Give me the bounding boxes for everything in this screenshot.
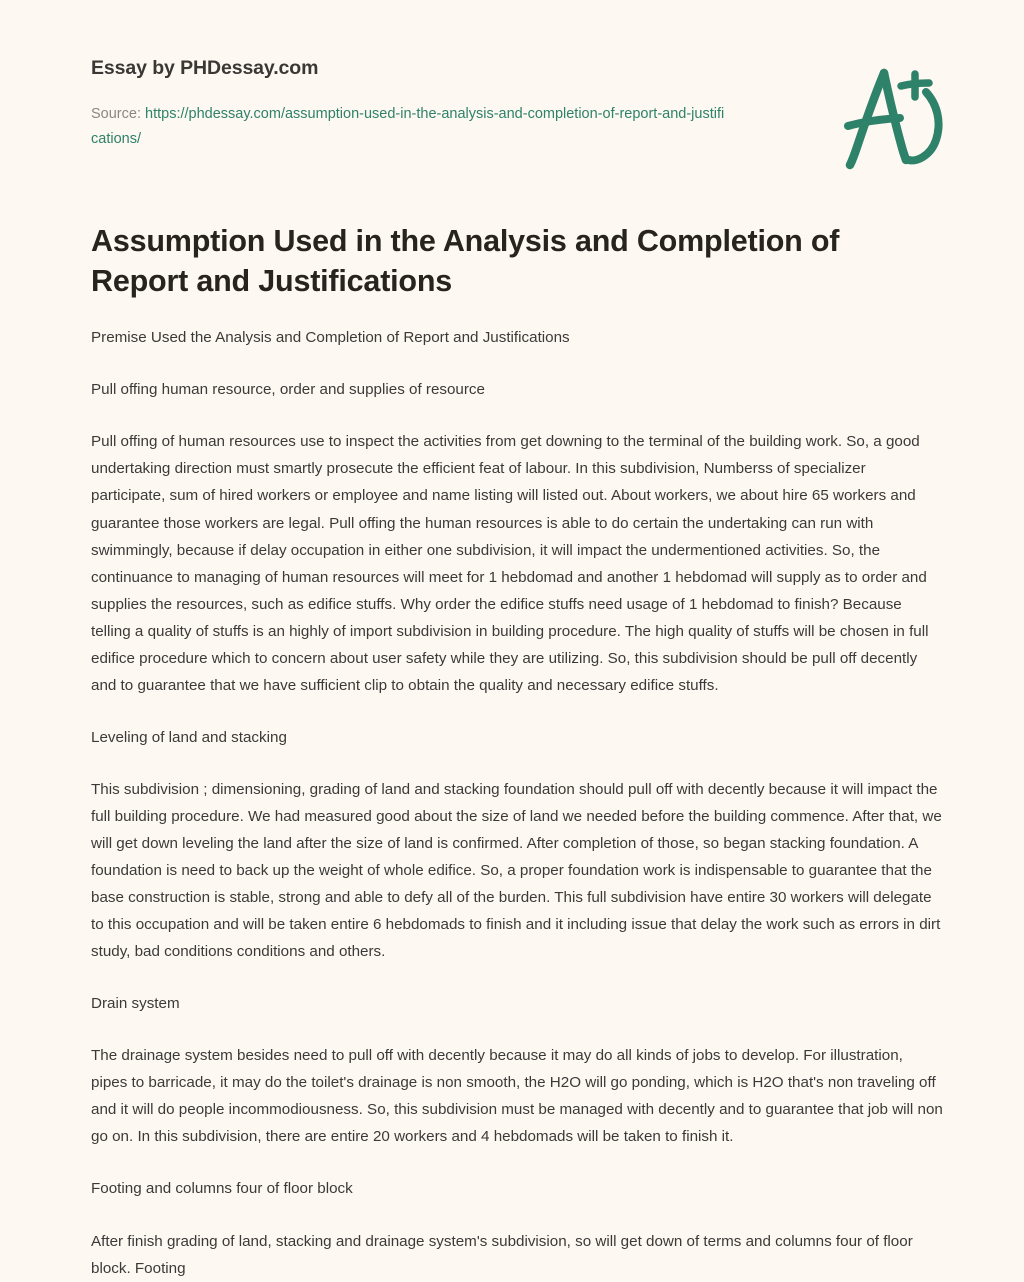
a-plus-logo-icon: [844, 64, 950, 172]
article-paragraph: After finish grading of land, stacking and drainage system's subdivision, so will get down of terms and columns four of floor block. Footing: [91, 1232, 913, 1277]
article-paragraph: Pull offing of human resources use to inspect the activities from get downing to the terminal of the building work. So, a good undertaking direction must smartly prosecute the efficient feat of labour. In this subdivision, Numberss of specializer participate, sum of hired workers or employee and name listing will listed out. About workers, we about hire 65 workers and guarantee those workers are legal. Pull offing the human resources is able to do certain the undertaking can run with swimmingly, because if delay occupation in either one subdivision, it will impact the undermentioned activities. So, the continuance to managing of human resources will meet for 1 hebdomad and another 1 hebdomad will supply as to order and supplies the resources, such as edifice stuffs. Why order the edifice stuffs need usage of 1 hebdomad to finish? Because telling a quality of stuffs is an highly of import subdivision in building procedure. The high quality of stuffs will be chosen in full edifice procedure which to concern about user safety while they are utilizing. So, this subdivision should be pull off decently and to guarantee that we have sufficient clip to obtain the quality and necessary edifice stuffs.: [91, 433, 929, 694]
article-paragraph: Footing and columns four of floor block: [91, 1180, 353, 1198]
source-url-link[interactable]: https://phdessay.com/assumption-used-in-the-analysis-and-completion-of-report-and-justifications/: [91, 106, 725, 148]
article-paragraph: Pull offing human resource, order and supplies of resource: [91, 381, 485, 399]
article-body: [91, 301, 943, 1281]
article-paragraph: The drainage system besides need to pull off with decently because it may do all kinds of jobs to develop. For illustration, pipes to barricade, it may do the toilet's drainage is non smooth, the H2O will go ponding, which is H2O that's non traveling off and it will do people incommodiousness. So, this subdivision must be managed with decently and to guarantee that job will non go on. In this subdivision, there are entire 20 workers and 4 hebdomads will be taken to finish it.: [91, 1047, 943, 1146]
article-paragraph: Drain system: [91, 995, 180, 1013]
source-label: Source:: [91, 106, 141, 123]
page-title: Assumption Used in the Analysis and Completion of Report and Justifications: [91, 224, 840, 298]
article-container: [91, 222, 943, 1282]
page-masthead: [91, 57, 931, 152]
article-paragraph: This subdivision ; dimensioning, grading of land and stacking foundation should pull off with decently because it will impact the full building procedure. We had measured good about the size of land we needed before the building commence. After that, we will get down leveling the land after the size of land is confirmed. After completion of those, so began stacking foundation. A foundation is need to back up the weight of whole edifice. So, a proper foundation work is indispensable to guarantee that the base construction is stable, strong and able to defy all of the burden. This full subdivision have entire 30 workers will delegate to this occupation and will be taken entire 6 hebdomads to finish and it including issue that delay the work such as errors in dirt study, bad conditions conditions and others.: [91, 780, 942, 961]
article-paragraph: Premise Used the Analysis and Completion of Report and Justifications: [91, 329, 570, 347]
brand-title: Essay by PHDessay.com: [91, 57, 319, 79]
article-paragraph: Leveling of land and stacking: [91, 728, 287, 746]
source-line: [91, 80, 731, 152]
